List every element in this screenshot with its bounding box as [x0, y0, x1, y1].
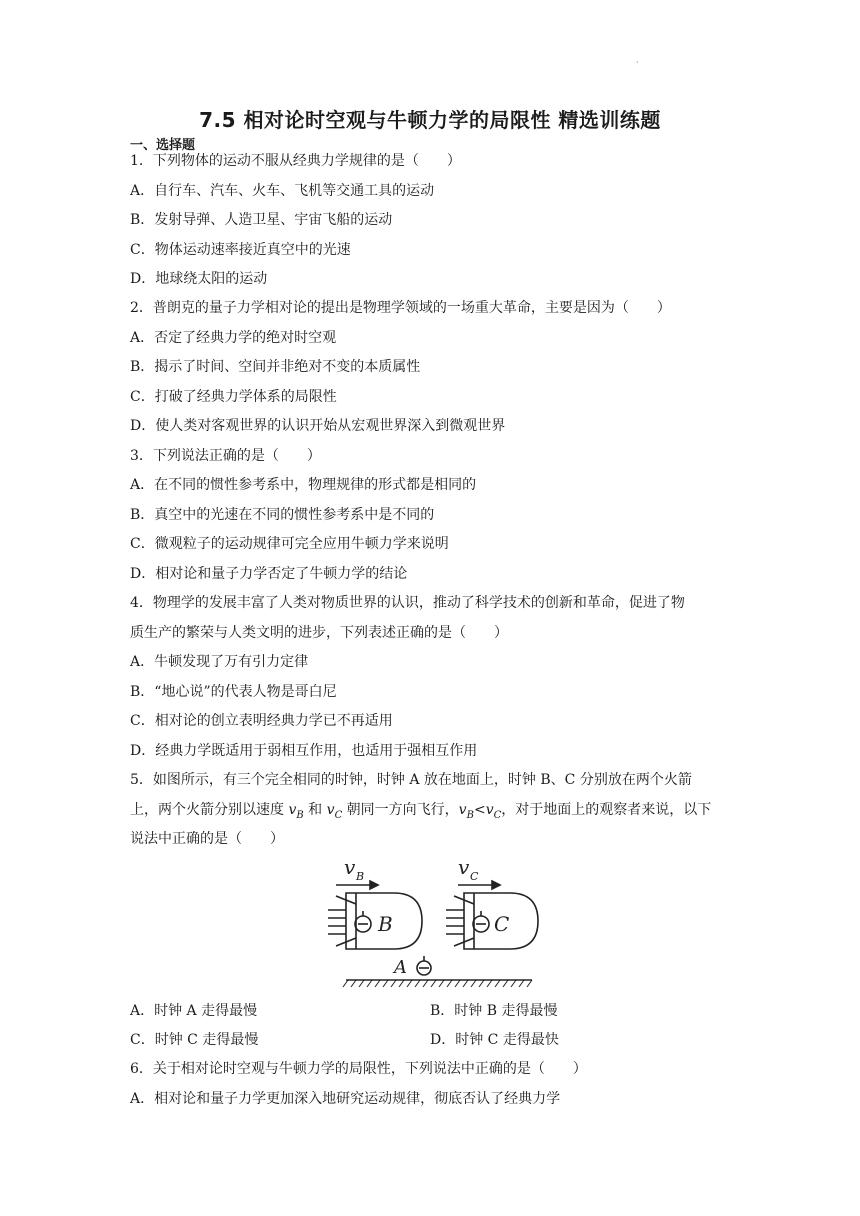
q2-stem: 2．普朗克的量子力学相对论的提出是物理学领域的一场重大革命，主要是因为（ ） [130, 300, 671, 316]
q4-option-c: C．相对论的创立表明经典力学已不再适用 [130, 713, 393, 729]
svg-text:v: v [458, 856, 470, 879]
svg-text:B: B [356, 870, 365, 883]
q3-option-d: D．相对论和量子力学否定了牛顿力学的结论 [130, 566, 408, 582]
velocity-vc: v [326, 802, 335, 818]
velocity-vb: v [288, 802, 297, 818]
q2-option-a: A．否定了经典力学的绝对时空观 [130, 330, 337, 346]
q5-stem-line1: 5．如图所示，有三个完全相同的时钟，时钟 A 放在地面上，时钟 B、C 分别放在两个火箭 [130, 772, 692, 788]
q1-option-d: D．地球绕太阳的运动 [130, 271, 268, 287]
q6-option-a: A．相对论和量子力学更加深入地研究运动规律，彻底否认了经典力学 [130, 1091, 561, 1107]
q2-option-b: B．揭示了时间、空间并非绝对不变的本质属性 [130, 359, 421, 375]
q2-option-d: D．使人类对客观世界的认识开始从宏观世界深入到微观世界 [130, 418, 506, 434]
q1-option-a: A．自行车、汽车、火车、飞机等交通工具的运动 [130, 183, 435, 199]
q5-option-d: D．时钟 C 走得最快 [430, 1032, 559, 1048]
svg-text:B: B [378, 912, 393, 936]
svg-text:A: A [394, 957, 407, 978]
q3-option-c: C．微观粒子的运动规律可完全应用牛顿力学来说明 [130, 536, 449, 552]
q3-option-b: B．真空中的光速在不同的惯性参考系中是不同的 [130, 507, 435, 523]
rocket-clocks-figure [318, 856, 550, 990]
q4-stem-line1: 4．物理学的发展丰富了人类对物质世界的认识，推动了科学技术的创新和革命，促进了物 [130, 595, 685, 611]
q3-stem: 3．下列说法正确的是（ ） [130, 448, 321, 464]
page-title: 7.5 相对论时空观与牛顿力学的局限性 精选训练题 [199, 108, 661, 132]
q5-stem-line2: 上，两个火箭分别以速度 $v_B$ 和 $v_C$ 朝同一方向飞行，$v_B<v_C$，对于地面上的观察者来说，以下 [130, 802, 712, 821]
q2-option-c: C．打破了经典力学体系的局限性 [130, 389, 337, 405]
q6-stem: 6．关于相对论时空观与牛顿力学的局限性，下列说法中正确的是（ ） [130, 1061, 587, 1077]
q3-option-a: A．在不同的惯性参考系中，物理规律的形式都是相同的 [130, 477, 477, 493]
section-heading: 一、选择题 [130, 138, 196, 153]
svg-text:C: C [494, 912, 510, 936]
q4-option-b: B．“地心说”的代表人物是哥白尼 [130, 684, 337, 700]
q5-option-c: C．时钟 C 走得最慢 [130, 1032, 259, 1048]
q5-option-b: B．时钟 B 走得最慢 [430, 1003, 558, 1019]
corner-dot: · [636, 58, 639, 67]
q5-option-a: A．时钟 A 走得最慢 [130, 1003, 258, 1019]
q1-option-c: C．物体运动速率接近真空中的光速 [130, 242, 351, 258]
svg-text:v: v [344, 856, 356, 879]
q4-option-d: D．经典力学既适用于弱相互作用，也适用于强相互作用 [130, 743, 478, 759]
q4-option-a: A．牛顿发现了万有引力定律 [130, 654, 309, 670]
q4-stem-line2: 质生产的繁荣与人类文明的进步，下列表述正确的是（ ） [130, 625, 508, 641]
q1-option-b: B．发射导弹、人造卫星、宇宙飞船的运动 [130, 212, 393, 228]
q1-stem: 1．下列物体的运动不服从经典力学规律的是（ ） [130, 153, 461, 169]
svg-text:C: C [470, 870, 479, 883]
q5-stem-line3: 说法中正确的是（ ） [130, 831, 284, 847]
